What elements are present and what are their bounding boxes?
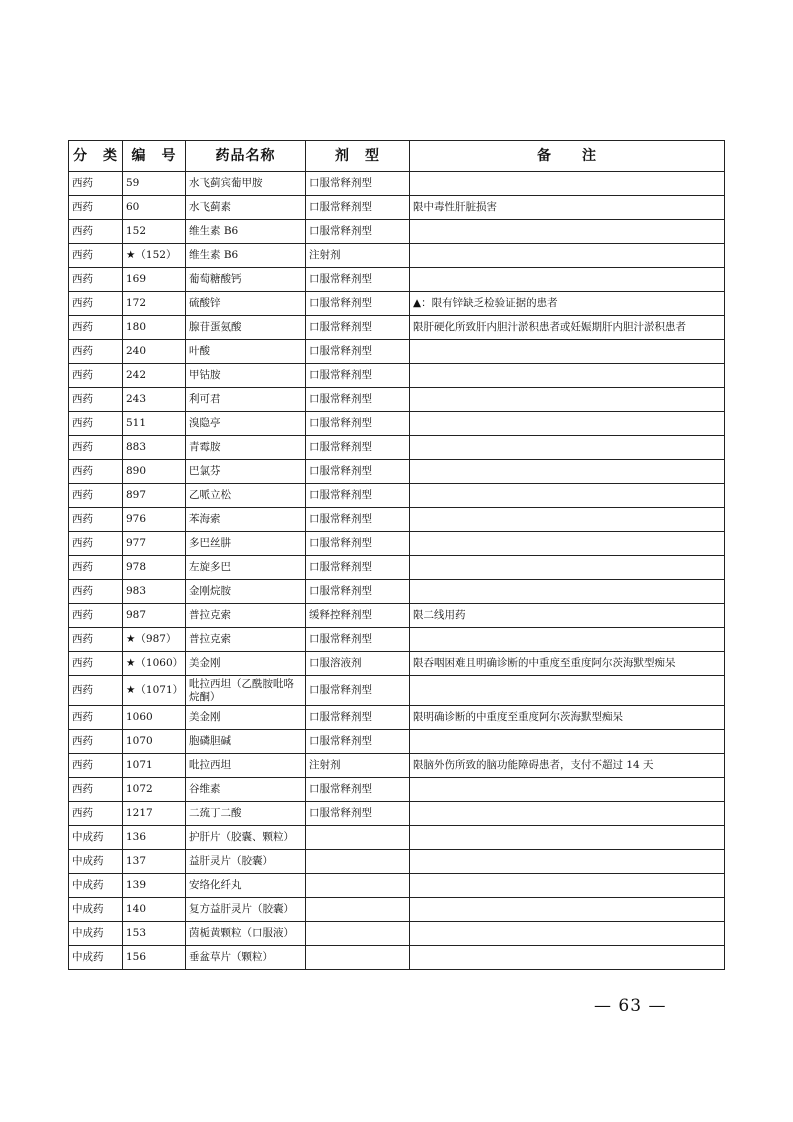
cell-remark [410, 388, 725, 412]
cell-number: 139 [123, 874, 186, 898]
cell-category: 西药 [69, 628, 123, 652]
cell-remark: 限肝硬化所致肝内胆汁淤积患者或妊娠期肝内胆汁淤积患者 [410, 316, 725, 340]
cell-drug-name: 吡拉西坦（乙酰胺吡咯烷酮） [186, 676, 306, 706]
table-row [69, 388, 725, 412]
header-category: 分 类 [69, 141, 123, 172]
cell-category: 西药 [69, 754, 123, 778]
cell-remark [410, 532, 725, 556]
cell-category: 西药 [69, 220, 123, 244]
cell-drug-name: 胞磷胆碱 [186, 730, 306, 754]
cell-category: 西药 [69, 460, 123, 484]
cell-drug-name: 二巯丁二酸 [186, 802, 306, 826]
drug-list-table-container [68, 140, 724, 970]
table-row [69, 898, 725, 922]
cell-category: 中成药 [69, 946, 123, 970]
cell-category: 西药 [69, 508, 123, 532]
cell-remark [410, 946, 725, 970]
cell-dosage-form: 口服常释剂型 [306, 556, 410, 580]
header-number: 编 号 [123, 141, 186, 172]
cell-drug-name: 益肝灵片（胶囊） [186, 850, 306, 874]
cell-number: 883 [123, 436, 186, 460]
cell-number: 1060 [123, 706, 186, 730]
cell-category: 西药 [69, 652, 123, 676]
table-row [69, 604, 725, 628]
cell-category: 西药 [69, 532, 123, 556]
cell-remark: 限脑外伤所致的脑功能障碍患者，支付不超过 14 天 [410, 754, 725, 778]
cell-remark: 限中毒性肝脏损害 [410, 196, 725, 220]
cell-dosage-form: 口服常释剂型 [306, 628, 410, 652]
table-row [69, 316, 725, 340]
table-row [69, 922, 725, 946]
cell-number: 60 [123, 196, 186, 220]
drug-list-table [68, 140, 725, 970]
cell-number: ★（1071） [123, 676, 186, 706]
cell-category: 西药 [69, 292, 123, 316]
table-row [69, 340, 725, 364]
cell-drug-name: 水飞蓟宾葡甲胺 [186, 172, 306, 196]
cell-dosage-form: 口服溶液剂 [306, 652, 410, 676]
cell-remark [410, 436, 725, 460]
cell-category: 西药 [69, 244, 123, 268]
table-row [69, 436, 725, 460]
cell-remark [410, 244, 725, 268]
cell-drug-name: 茵栀黄颗粒（口服液） [186, 922, 306, 946]
cell-number: 140 [123, 898, 186, 922]
header-dosage-form: 剂 型 [306, 141, 410, 172]
cell-remark [410, 676, 725, 706]
cell-drug-name: 苯海索 [186, 508, 306, 532]
cell-dosage-form: 口服常释剂型 [306, 802, 410, 826]
cell-number: 1217 [123, 802, 186, 826]
cell-category: 中成药 [69, 826, 123, 850]
table-row [69, 874, 725, 898]
table-row [69, 730, 725, 754]
cell-drug-name: 水飞蓟素 [186, 196, 306, 220]
cell-number: 137 [123, 850, 186, 874]
table-row [69, 946, 725, 970]
cell-category: 西药 [69, 604, 123, 628]
table-row [69, 580, 725, 604]
table-row [69, 412, 725, 436]
cell-remark [410, 556, 725, 580]
cell-dosage-form: 口服常释剂型 [306, 220, 410, 244]
cell-number: 242 [123, 364, 186, 388]
table-row [69, 706, 725, 730]
cell-category: 中成药 [69, 922, 123, 946]
table-row [69, 364, 725, 388]
page-number: — 63 — [594, 996, 667, 1016]
table-row [69, 556, 725, 580]
cell-remark [410, 220, 725, 244]
cell-dosage-form: 口服常释剂型 [306, 364, 410, 388]
cell-category: 中成药 [69, 898, 123, 922]
cell-remark: 限吞咽困难且明确诊断的中重度至重度阿尔茨海默型痴呆 [410, 652, 725, 676]
table-row [69, 172, 725, 196]
cell-number: 1072 [123, 778, 186, 802]
cell-dosage-form: 口服常释剂型 [306, 388, 410, 412]
cell-drug-name: 垂盆草片（颗粒） [186, 946, 306, 970]
cell-dosage-form [306, 826, 410, 850]
cell-drug-name: 吡拉西坦 [186, 754, 306, 778]
cell-category: 西药 [69, 388, 123, 412]
cell-number: 511 [123, 412, 186, 436]
cell-remark [410, 172, 725, 196]
cell-category: 西药 [69, 436, 123, 460]
cell-number: ★（152） [123, 244, 186, 268]
cell-category: 中成药 [69, 850, 123, 874]
cell-dosage-form: 注射剂 [306, 754, 410, 778]
cell-category: 西药 [69, 196, 123, 220]
cell-drug-name: 普拉克索 [186, 628, 306, 652]
cell-remark [410, 898, 725, 922]
table-row [69, 460, 725, 484]
cell-category: 西药 [69, 364, 123, 388]
cell-remark [410, 802, 725, 826]
cell-category: 西药 [69, 580, 123, 604]
cell-dosage-form [306, 898, 410, 922]
cell-dosage-form: 缓释控释剂型 [306, 604, 410, 628]
cell-dosage-form [306, 946, 410, 970]
cell-drug-name: 护肝片（胶囊、颗粒） [186, 826, 306, 850]
cell-number: ★（1060） [123, 652, 186, 676]
table-row [69, 244, 725, 268]
cell-drug-name: 多巴丝肼 [186, 532, 306, 556]
cell-number: 153 [123, 922, 186, 946]
cell-drug-name: 青霉胺 [186, 436, 306, 460]
cell-number: 240 [123, 340, 186, 364]
cell-dosage-form: 口服常释剂型 [306, 340, 410, 364]
cell-dosage-form: 口服常释剂型 [306, 436, 410, 460]
cell-drug-name: 美金刚 [186, 706, 306, 730]
table-row [69, 196, 725, 220]
cell-drug-name: 维生素 B6 [186, 220, 306, 244]
cell-number: 977 [123, 532, 186, 556]
cell-category: 西药 [69, 802, 123, 826]
table-row [69, 652, 725, 676]
cell-drug-name: 乙哌立松 [186, 484, 306, 508]
cell-number: 59 [123, 172, 186, 196]
cell-remark: 限明确诊断的中重度至重度阿尔茨海默型痴呆 [410, 706, 725, 730]
cell-dosage-form: 口服常释剂型 [306, 778, 410, 802]
cell-dosage-form: 口服常释剂型 [306, 706, 410, 730]
cell-drug-name: 美金刚 [186, 652, 306, 676]
cell-remark [410, 340, 725, 364]
cell-number: 156 [123, 946, 186, 970]
table-row [69, 778, 725, 802]
cell-drug-name: 硫酸锌 [186, 292, 306, 316]
cell-dosage-form: 口服常释剂型 [306, 412, 410, 436]
cell-remark [410, 460, 725, 484]
cell-dosage-form: 口服常释剂型 [306, 268, 410, 292]
cell-dosage-form: 注射剂 [306, 244, 410, 268]
cell-drug-name: 甲钴胺 [186, 364, 306, 388]
table-row [69, 484, 725, 508]
cell-remark [410, 508, 725, 532]
cell-category: 西药 [69, 484, 123, 508]
cell-number: 172 [123, 292, 186, 316]
cell-dosage-form: 口服常释剂型 [306, 316, 410, 340]
cell-drug-name: 普拉克索 [186, 604, 306, 628]
table-row [69, 532, 725, 556]
cell-drug-name: 安络化纤丸 [186, 874, 306, 898]
cell-number: 136 [123, 826, 186, 850]
cell-category: 西药 [69, 340, 123, 364]
header-drug-name: 药品名称 [186, 141, 306, 172]
cell-drug-name: 复方益肝灵片（胶囊） [186, 898, 306, 922]
cell-remark [410, 874, 725, 898]
cell-remark: 限二线用药 [410, 604, 725, 628]
cell-category: 中成药 [69, 874, 123, 898]
cell-number: 890 [123, 460, 186, 484]
cell-dosage-form: 口服常释剂型 [306, 172, 410, 196]
cell-remark [410, 268, 725, 292]
cell-dosage-form [306, 922, 410, 946]
cell-dosage-form [306, 874, 410, 898]
table-row [69, 850, 725, 874]
cell-category: 西药 [69, 172, 123, 196]
cell-remark: ▲：限有锌缺乏检验证据的患者 [410, 292, 725, 316]
header-remarks: 备 注 [410, 141, 725, 172]
cell-drug-name: 腺苷蛋氨酸 [186, 316, 306, 340]
cell-remark [410, 580, 725, 604]
cell-category: 西药 [69, 676, 123, 706]
cell-number: 152 [123, 220, 186, 244]
cell-number: 976 [123, 508, 186, 532]
table-row [69, 220, 725, 244]
table-row [69, 508, 725, 532]
table-row [69, 628, 725, 652]
cell-remark [410, 730, 725, 754]
cell-number: ★（987） [123, 628, 186, 652]
cell-remark [410, 826, 725, 850]
table-body [69, 172, 725, 970]
cell-drug-name: 维生素 B6 [186, 244, 306, 268]
cell-drug-name: 溴隐亭 [186, 412, 306, 436]
cell-number: 1071 [123, 754, 186, 778]
cell-remark [410, 778, 725, 802]
cell-remark [410, 850, 725, 874]
table-row [69, 826, 725, 850]
table-row [69, 802, 725, 826]
cell-drug-name: 利可君 [186, 388, 306, 412]
cell-number: 897 [123, 484, 186, 508]
cell-category: 西药 [69, 412, 123, 436]
cell-remark [410, 484, 725, 508]
cell-drug-name: 金刚烷胺 [186, 580, 306, 604]
cell-number: 987 [123, 604, 186, 628]
cell-remark [410, 628, 725, 652]
cell-number: 983 [123, 580, 186, 604]
cell-number: 978 [123, 556, 186, 580]
cell-number: 1070 [123, 730, 186, 754]
cell-drug-name: 巴氯芬 [186, 460, 306, 484]
cell-drug-name: 左旋多巴 [186, 556, 306, 580]
cell-category: 西药 [69, 556, 123, 580]
table-row [69, 292, 725, 316]
cell-remark [410, 922, 725, 946]
cell-dosage-form: 口服常释剂型 [306, 460, 410, 484]
cell-dosage-form: 口服常释剂型 [306, 508, 410, 532]
table-row [69, 268, 725, 292]
cell-dosage-form: 口服常释剂型 [306, 676, 410, 706]
cell-dosage-form: 口服常释剂型 [306, 730, 410, 754]
cell-category: 西药 [69, 706, 123, 730]
cell-drug-name: 葡萄糖酸钙 [186, 268, 306, 292]
cell-drug-name: 谷维素 [186, 778, 306, 802]
cell-dosage-form [306, 850, 410, 874]
cell-dosage-form: 口服常释剂型 [306, 580, 410, 604]
cell-number: 180 [123, 316, 186, 340]
cell-category: 西药 [69, 316, 123, 340]
cell-category: 西药 [69, 778, 123, 802]
cell-drug-name: 叶酸 [186, 340, 306, 364]
table-row [69, 676, 725, 706]
cell-dosage-form: 口服常释剂型 [306, 532, 410, 556]
cell-category: 西药 [69, 730, 123, 754]
cell-remark [410, 364, 725, 388]
cell-dosage-form: 口服常释剂型 [306, 196, 410, 220]
cell-category: 西药 [69, 268, 123, 292]
cell-number: 169 [123, 268, 186, 292]
table-row [69, 754, 725, 778]
cell-remark [410, 412, 725, 436]
cell-number: 243 [123, 388, 186, 412]
cell-dosage-form: 口服常释剂型 [306, 484, 410, 508]
cell-dosage-form: 口服常释剂型 [306, 292, 410, 316]
table-header-row [69, 141, 725, 172]
